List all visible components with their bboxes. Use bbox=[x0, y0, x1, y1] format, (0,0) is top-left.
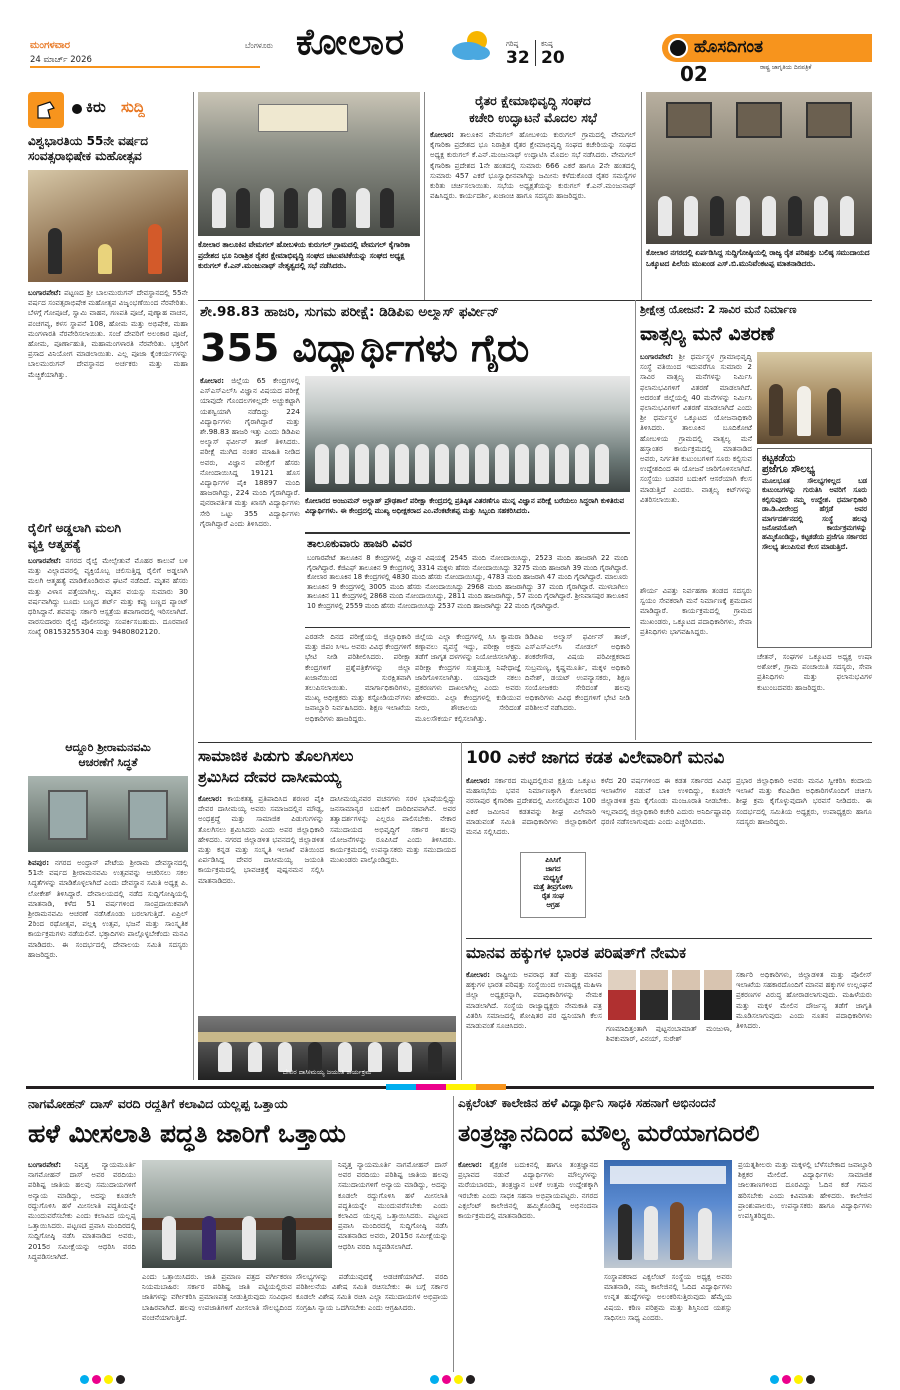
samajika-headline-2: ಶ್ರಮಿಸಿದ ದೇವರ ದಾಸೀಮಯ್ಯ bbox=[198, 768, 342, 786]
main-body-col5: ಡಿಡಿಪಿಐ ಅಲ್ಮಾಸ್ ಫರ್ವೀನ್ ತಾಜ್, ಎಸ್ಎಸ್ಎಲ್‌ಸಿ ನೋಡಲ್ ಅಧಿಕಾರಿ ಶಂಕರೇಗೌಡ, ವಿಷಯ ಪರಿವೀಕ್ಷಕರಾದ ಸುಬ್ರಮಣ್ಯ, ಕೃಷ್ಣಮೂರ್ತಿ, ಮಕ್ಕಳ ಅಧಿಕಾರಿ ದಿನೇಶ್, ಡಯಟ್ ಉಪನ್ಯಾಸಕರು, ಶಿಕ್ಷಣ ಸಂಯೋಜಕರು ಸೇರಿದಂತೆ ಹಲವು ಅಧಿಕಾರಿಗಳು ವಿವಿಧ ಕೇಂದ್ರಗಳಿಗೆ ಭೇಟಿ ನೀಡಿ ಪರಿಶೀಲನೆ ನಡೆಸಿದರು. bbox=[525, 632, 630, 713]
paper-tagline: ರಾಷ್ಟ್ರ ಜಾಗೃತಿಯ ದಿನಪತ್ರಿಕೆ bbox=[760, 64, 812, 71]
adduri-body-text: ನಗರದ ಅಂಧ್ರಾನ್ ಪೇಟೆಯ ಶ್ರೀರಾಮ ದೇವಸ್ಥಾನದಲ್ಲಿ 51ನೇ ವರ್ಷದ ಶ್ರೀರಾಮನವಮಿ ಉತ್ಸವವನ್ನು ಆಚರಿಸಲು ಸಕಲ ಸಿದ್ಧತೆಗಳನ್ನು ಮಾಡಿಕೊಳ್ಳಲಾಗಿದೆ ಎಂದು ದೇವಸ್ಥಾನ ಸಮಿತಿ ಅಧ್ಯಕ್ಷ ಪಿ. ಲೋಕೇಶ್ ತಿಳಿಸಿದ್ದಾರೆ. ದೇವಾಲಯದಲ್ಲಿ ನಡೆದ ಸುದ್ದಿಗೋಷ್ಠಿಯಲ್ಲಿ ಮಾತನಾಡಿ, ಕಳೆದ 51 ವರ್ಷಗಳಿಂದ ಸಾಂಪ್ರದಾಯಿಕವಾಗಿ ಶ್ರೀರಾಮನವಮಿ ಆಚರಣೆ ನಡೆಸಿಕೊಂಡು ಬರಲಾಗುತ್ತಿದೆ. ಏಪ್ರಿಲ್ 2ರಿಂದ ರಥೋತ್ಸವ, ಪಲ್ಲಕ್ಕಿ ಉತ್ಸವ, ಭಜನೆ ಮತ್ತು ಸಾಂಸ್ಕೃತಿಕ ಕಾರ್ಯಕ್ರಮಗಳು ನಡೆಯಲಿವೆ. ಭಕ್ತಾದಿಗಳು ಪಾಲ್ಗೊಳ್ಳಬೇಕೆಂದು ಮನವಿ ಮಾಡಿದರು. ಈ ಸಂದರ್ಭದಲ್ಲಿ ದೇವಾಲಯ ಸಮಿತಿ ಸದಸ್ಯರು ಹಾಜರಿದ್ದರು. bbox=[28, 858, 188, 959]
taluk-box-body: ಬಂಗಾರಪೇಟೆ ತಾಲೂಕಿನ 8 ಕೇಂದ್ರಗಳಲ್ಲಿ ವಿಜ್ಞಾನ ವಿಷಯಕ್ಕೆ 2545 ಮಂದಿ ನೋಂದಾಯಿಸಿದ್ದು, 2523 ಮಂದಿ ಹಾಜರಾಗಿ 22 ಮಂದಿ ಗೈರಾಗಿದ್ದಾರೆ. ಕೆಜಿಎಫ್ ತಾಲೂಕಿನ 9 ಕೇಂದ್ರಗಳಲ್ಲಿ 3314 ಮಕ್ಕಳು ಹೆಸರು ನೋಂದಾಯಿಸಿದ್ದು 3275 ಮಂದಿ ಹಾಜರಾಗಿ 39 ಮಂದಿ ಗೈರಾಗಿದ್ದಾರೆ. ಕೋಲಾರ ತಾಲೂಕಿನ 18 ಕೇಂದ್ರಗಳಲ್ಲಿ 4830 ಮಂದಿ ಹೆಸರು ನೋಂದಾಯಿಸಿದ್ದು, 4783 ಮಂದಿ ಹಾಜರಾಗಿ 47 ಮಂದಿ ಗೈರಾಗಿದ್ದಾರೆ. ಮಾಲೂರು ತಾಲೂಕಿನ 9 ಕೇಂದ್ರಗಳಲ್ಲಿ 3005 ಮಂದಿ ಹೆಸರು ನೋಂದಾಯಿಸಿದ್ದು 2968 ಮಂದಿ ಹಾಜರಾಗಿದ್ದು 37 ಮಂದಿ ಗೈರಾಗಿದ್ದಾರೆ. ಮುಳಬಾಗಿಲು ತಾಲೂಕಿನ 11 ಕೇಂದ್ರಗಳಲ್ಲಿ 2868 ಮಂದಿ ನೋಂದಾಯಿಸಿದ್ದು, 2811 ಮಂದಿ ಹಾಜರಾಗಿದ್ದು, 57 ಮಂದಿ ಗೈರಾಗಿದ್ದಾರೆ. ಶ್ರೀನಿವಾಸಪುರ ತಾಲೂಕಿನ 10 ಕೇಂದ್ರಗಳಲ್ಲಿ 2559 ಮಂದಿ ಹೆಸರು ನೋಂದಾಯಿಸಿದ್ದು 2537 ಮಂದಿ ಹಾಜರಾಗಿದ್ದು 22 ಮಂದಿ ಗೈರಾಗಿದ್ದಾರೆ. bbox=[307, 554, 628, 610]
excellent-body-3: ಪ್ರಯತ್ನಶೀಲರು ಮತ್ತು ಮಕ್ಕಳಲ್ಲಿ ಬೆಳೆಸಬೇಕಾದ ಜವಾಬ್ದಾರಿ ಶಿಕ್ಷಕರ ಮೇಲಿದೆ. ವಿದ್ಯಾರ್ಥಿಗಳು ಸಾಮಾಜಿಕ ಜಾಲತಾಣಗಳಿಂದ ದೂರವಿದ್ದು ಓದಿನ ಕಡೆ ಗಮನ ಹರಿಸಬೇಕು ಎಂದು ಕಿವಿಮಾತು ಹೇಳಿದರು. ಕಾಲೇಜಿನ ಪ್ರಾಂಶುಪಾಲರು, ಉಪನ್ಯಾಸಕರು ಹಾಗೂ ವಿದ್ಯಾರ್ಥಿಗಳು ಉಪಸ್ಥಿತರಿದ್ದರು. bbox=[738, 1160, 872, 1221]
manava-body-1 bbox=[466, 970, 602, 1078]
ekare-body-1-text: ಸರ್ಕಾರದ ಮಟ್ಟದಲ್ಲಿರುವ ಕ್ಷತ್ರಿಯ ಒಕ್ಕೂಟ ಮಹಾಸಭೆಯ ಭವನ ನಿರ್ಮಾಣಕ್ಕಾಗಿ ಕೋಲಾರದ ನರಸಾಪುರ ಕೈಗಾರಿಕಾ ಪ್ರದೇಶದಲ್ಲಿ ಮೀಸಲಿಟ್ಟಿರುವ 100 ಎಕರೆ ಜಮೀನಿನ ಕಡತವನ್ನು ಶೀಘ್ರ ವಿಲೇವಾರಿ ಮಾಡುವಂತೆ ಸಮಿತಿ ಪದಾಧಿಕಾರಿಗಳು ಜಿಲ್ಲಾಧಿಕಾರಿಗೆ ಮನವಿ ಸಲ್ಲಿಸಿದರು. bbox=[466, 776, 596, 837]
excellent-body-2: ಸಂಸ್ಥಾಪಕರಾದ ಎಕ್ಸಲೆಂಟ್ ಸಂಸ್ಥೆಯ ಅಧ್ಯಕ್ಷ ಅವರು ಮಾತನಾಡಿ, ನಮ್ಮ ಕಾಲೇಜಿನಲ್ಲಿ ಓದಿದ ವಿದ್ಯಾರ್ಥಿಗಳು ಉನ್ನತ ಹುದ್ದೆಗಳನ್ನು ಅಲಂಕರಿಸುತ್ತಿರುವುದು ಹೆಮ್ಮೆಯ ವಿಷಯ. ಕಠಿಣ ಪರಿಶ್ರಮ ಮತ್ತು ಶಿಸ್ತಿನಿಂದ ಯಶಸ್ಸು ಸಾಧಿಸಲು ಸಾಧ್ಯ ಎಂದರು. bbox=[604, 1272, 732, 1322]
ekare-rule bbox=[466, 938, 872, 939]
temp-min-value: 20 bbox=[541, 48, 565, 68]
ekare-body-2: ಕಳೆದ 20 ವರ್ಷಗಳಿಂದ ಈ ಕಡತ ಸರ್ಕಾರದ ವಿವಿಧ ಇಲಾಖೆಗಳ ನಡುವೆ ಬಾಕಿ ಉಳಿದಿದ್ದು, ಕೂಡಲೇ ಜಿಲ್ಲಾಡಳಿತ ಕ್ರಮ ಕೈಗೊಂಡು ಮಂಜೂರಾತಿ ನೀಡಬೇಕು. ಇಲ್ಲವಾದಲ್ಲಿ ಜಿಲ್ಲಾಧಿಕಾರಿ ಕಚೇರಿ ಎದುರು ಅನಿರ್ದಿಷ್ಟಾವಧಿ ಧರಣಿ ನಡೆಸಲಾಗುವುದು ಎಂದು ಎಚ್ಚರಿಸಿದರು. bbox=[601, 776, 731, 826]
portrait-3 bbox=[672, 970, 700, 1020]
hale-body-1 bbox=[28, 1160, 136, 1370]
samajika-rule bbox=[461, 742, 462, 1080]
ekare-quote-5: ರೈತ ಸಂಘ bbox=[541, 892, 565, 900]
registration-marks bbox=[0, 1374, 900, 1386]
kiru-headline-2: ಸಂವತ್ಸರಾಭಿಷೇಕ ಮಹೋತ್ಸವ bbox=[28, 149, 142, 163]
paper-logo-box bbox=[662, 34, 872, 62]
main-body-1: ಜಿಲ್ಲೆಯ 65 ಕೇಂದ್ರಗಳಲ್ಲಿ ಎಸ್ಎಸ್ಎಲ್‌ಸಿ ವಿಜ್ಞಾನ ವಿಷಯದ ಪರೀಕ್ಷೆ ಯಾವುದೇ ಗೊಂದಲಗಳಿಲ್ಲದೇ ಅಚ್ಚುಕಟ್ಟಾಗಿ ಯಶಸ್ವಿಯಾಗಿ ನಡೆದಿದ್ದು 224 ವಿದ್ಯಾರ್ಥಿಗಳು ಗೈರಾಗಿದ್ದಾರೆ ಮತ್ತು ಶೇ.98.83 ಹಾಜರಿ ಇತ್ತು ಎಂದು ಡಿಡಿಪಿಐ ಅಲ್ಮಾಸ್ ಫರ್ವೀನ್ ತಾಜ್ ತಿಳಿಸಿದರು. ಪರೀಕ್ಷೆ ಮುಗಿದ ನಂತರ ಮಾಹಿತಿ ನೀಡಿದ ಅವರು, ವಿಜ್ಞಾನ ಪರೀಕ್ಷೆಗೆ ಹೆಸರು ನೋಂದಾಯಿಸಿದ್ದ 19121 ಹೊಸ ವಿದ್ಯಾರ್ಥಿಗಳ ಪೈಕಿ 18897 ಮಂದಿ ಹಾಜರಾಗಿದ್ದು, 224 ಮಂದಿ ಗೈರಾಗಿದ್ದಾರೆ. ಪುನರಾವರ್ತಿತ ಮತ್ತು ಖಾಸಗಿ ವಿದ್ಯಾರ್ಥಿಗಳು ಸೇರಿ ಒಟ್ಟು 355 ವಿದ್ಯಾರ್ಥಿಗಳು ಗೈರಾಗಿದ್ದಾರೆ ಎಂದು ತಿಳಿಸಿದರು. bbox=[200, 376, 300, 528]
ekare-quote-4: ಮತ್ತೆ ತೀವ್ರಗೊಳಿಸಿ bbox=[533, 883, 573, 891]
rail-headline-1: ರೈಲಿಗೆ ಅಡ್ಡಲಾಗಿ ಮಲಗಿ bbox=[28, 521, 122, 535]
main-body-col2 bbox=[200, 488, 300, 738]
rail-dateline: ಬಂಗಾರಪೇಟೆ: bbox=[28, 556, 62, 565]
kiru-label: ಕಿರು bbox=[86, 98, 106, 116]
vatsalya-kicker: ಶ್ರೀಕ್ಷೇತ್ರ ಯೋಜನೆ: 2 ಸಾವಿರ ಮನೆ ನಿರ್ಮಾಣ bbox=[640, 304, 797, 316]
main-kicker: ಶೇ.98.83 ಹಾಜರಿ, ಸುಗಮ ಪರೀಕ್ಷೆ: ಡಿಡಿಪಿಐ ಅಲ್ಮಾಸ್ ಫರ್ವೀನ್ bbox=[200, 304, 499, 320]
vatsalya-body-1-text: ಶ್ರೀ ಧರ್ಮಸ್ಥಳ ಗ್ರಾಮಾಭಿವೃದ್ಧಿ ಸಂಸ್ಥೆ ವತಿಯಿಂದ ಇದುವರೆಗೂ ಸುಮಾರು 2 ಸಾವಿರ ವಾತ್ಸಲ್ಯ ಮನೆಗಳನ್ನು ನಿರ್ಮಿಸಿ ಫಲಾನುಭವಿಗಳಿಗೆ ವಿತರಣೆ ಮಾಡಲಾಗಿದೆ. ಅದರಂತೆ ಜಿಲ್ಲೆಯಲ್ಲಿ 40 ಮನೆಗಳನ್ನು ನಿರ್ಮಿಸಿ ಫಲಾನುಭವಿಗಳಿಗೆ ವಿತರಣೆ ಮಾಡಲಾಗಿದೆ ಎಂದು ಶ್ರೀ ಧರ್ಮಸ್ಥಳ ಒಕ್ಕೂಟದ ಯೋಜನಾಧಿಕಾರಿ ತಿಳಿಸಿದರು. bbox=[640, 352, 752, 433]
ekare-quote-1: ಪಿಸಿಸಿಗೆ bbox=[545, 856, 561, 864]
vatsalya-sidebox bbox=[757, 448, 872, 648]
color-band bbox=[0, 1084, 900, 1090]
ekare-quote-box bbox=[520, 852, 586, 918]
vatsalya-headline: ವಾತ್ಸಲ್ಯ ಮನೆ ವಿತರಣೆ bbox=[640, 323, 775, 345]
kiru-body bbox=[28, 288, 188, 512]
rail-headline-2: ವ್ಯಕ್ತಿ ಆತ್ಮಹತ್ಯೆ bbox=[28, 537, 81, 551]
temp-divider bbox=[535, 40, 536, 66]
raitara-body-text: ತಾಲೂಕಿನ ವೇಮಗಲ್ ಹೋಬಳಿಯ ಕುರುಗಲ್ ಗ್ರಾಮದಲ್ಲಿ ವೇಮಗಲ್ ಕೈಗಾರಿಕಾ ಪ್ರದೇಶದ ಭೂ ನಿರಾಶ್ರಿತ ರೈತರ ಕ್ಷೇಮಾಭಿವೃದ್ಧಿ ಸಂಘದ ಕಚೇರಿಯನ್ನು ಸಂಘದ ಅಧ್ಯಕ್ಷ ಕುರುಗಲ್ ಕೆ.ಎನ್.ಮಂಜುನಾಥ್ ಉದ್ಘಾಟಿಸಿ ಮೊದಲ ಸಭೆ ನಡೆಸಿದರು. ವೇಮಗಲ್ ಕೈಗಾರಿಕಾ ಪ್ರದೇಶದ 1ನೇ ಹಂತದಲ್ಲಿ ಸುಮಾರು 666 ಎಕರೆ ಹಾಗೂ 2ನೇ ಹಂತದಲ್ಲಿ ಸುಮಾರು 457 ಎಕರೆ ಭೂಸ್ವಾಧೀನವಾಗಿದ್ದು ಜಮೀನು ಕಳೆದುಕೊಂಡ ರೈತರ ಸಮಸ್ಯೆಗಳ ಕುರಿತು ಚರ್ಚಿಸಲಾಯಿತು. ಸಭೆಯ ಅಧ್ಯಕ್ಷತೆಯನ್ನು ಕುರುಗಲ್ ಕೆ.ಎನ್.ಮಂಜುನಾಥ್ ವಹಿಸಿದ್ದರು. ಕಾರ್ಯದರ್ಶಿ, ಖಜಾಂಚಿ ಹಾಗೂ ಸದಸ್ಯರು ಹಾಜರಿದ್ದರು. bbox=[430, 130, 636, 201]
vatsalya-body-2-text: ತಾಲೂಕಿನ ಬೂದಿಕೋಟೆ ಹೋಬಳಿಯ ಗ್ರಾಮದಲ್ಲಿ ವಾತ್ಸಲ್ಯ ಮನೆ ಹಸ್ತಾಂತರ ಕಾರ್ಯಕ್ರಮದಲ್ಲಿ ಮಾತನಾಡಿದ ಅವರು, ನಿರ್ಗತಿಕ ಕುಟುಂಬಗಳಿಗೆ ಸೂರು ಕಲ್ಪಿಸುವ ಉದ್ದೇಶದಿಂದ ಈ ಯೋಜನೆ ಜಾರಿಗೊಳಿಸಲಾಗಿದೆ. ಸಂಸ್ಥೆಯು ಬಡವರ ಬದುಕಿಗೆ ಆಸರೆಯಾಗಿ ಕೆಲಸ ಮಾಡುತ್ತಿದೆ ಎಂದರು. ವಾತ್ಸಲ್ಯ ಕಿಟ್‌ಗಳನ್ನು ವಿತರಿಸಲಾಯಿತು. bbox=[640, 423, 752, 504]
manava-photo-caption: ಗಣಮಾದಿತ್ತಂತಾಗಿ ಪುಟ್ಟನಂಬಾಮಾತ್ ಮಂಜುಳಾ, ಶಿವಕುಮಾರ್, ವಿನಯ್, ಸುರೇಶ್ bbox=[606, 1024, 732, 1044]
hale-body-1-text: ನಿವೃತ್ತ ನ್ಯಾಯಮೂರ್ತಿ ನಾಗಮೋಹನ್ ದಾಸ್ ಅವರ ವರದಿಯು ಪರಿಶಿಷ್ಟ ಜಾತಿಯ ಹಲವು ಸಮುದಾಯಗಳಿಗೆ ಅನ್ಯಾಯ ಮಾಡಿದ್ದು, ಅದನ್ನು ಕೂಡಲೇ ರದ್ದುಗೊಳಿಸಿ ಹಳೆ ಮೀಸಲಾತಿ ಪದ್ಧತಿಯನ್ನೇ ಮುಂದುವರೆಸಬೇಕು ಎಂದು ಕಲಾವಿದ ಯಲ್ಲಪ್ಪ ಒತ್ತಾಯಿಸಿದರು. ಪಟ್ಟಣದ ಪ್ರವಾಸಿ ಮಂದಿರದಲ್ಲಿ ಸುದ್ದಿಗೋಷ್ಠಿ ನಡೆಸಿ ಮಾತನಾಡಿದ ಅವರು, 2015ರ ಸಮೀಕ್ಷೆಯನ್ನು ಆಧರಿಸಿ ವರದಿ ಸಿದ್ಧಪಡಿಸಲಾಗಿದೆ. bbox=[28, 1160, 136, 1261]
top-photo-3-caption: ಕೋಲಾರ ನಗರದಲ್ಲಿ ಏರ್ಪಡಿಸಿದ್ದ ಸುದ್ದಿಗೋಷ್ಠಿಯಲ್ಲಿ ರಾಜ್ಯ ರೈತ ಪರಿಷತ್ತು ಬಲಿಷ್ಠ ಸಮುದಾಯದ ಒಕ್ಕೂಟದ ಪಿಲೆಯ ಮುಖಂಡ ಎಸ್.ಬಿ.ಮುನಿವೆಂಕಟಪ್ಪ ಮಾತನಾಡಿದರು. bbox=[646, 248, 870, 268]
kiru-headline-1: ವಿಶ್ವಭಾರತಿಯ 55ನೇ ವರ್ಷದ bbox=[28, 134, 148, 148]
bullet-dot-icon bbox=[72, 104, 82, 114]
top-row-rule bbox=[198, 300, 872, 301]
temp-max-label: ಗರಿಷ್ಠ bbox=[506, 40, 519, 48]
paper-name: ಹೊಸದಿಗಂತ bbox=[694, 37, 764, 57]
vatsalya-body-2: ಶೌರ್ಯ ವಿಪತ್ತು ನಿರ್ವಹಣಾ ತಂಡದ ಸದಸ್ಯರು ಸ್ವಯಂ ಸೇವಕರಾಗಿ ಮನೆ ನಿರ್ಮಾಣಕ್ಕೆ ಶ್ರಮದಾನ ಮಾಡಿದ್ದಾರೆ. ಕಾರ್ಯಕ್ರಮದಲ್ಲಿ ಗ್ರಾಮದ ಮುಖಂಡರು, ಒಕ್ಕೂಟದ ಪದಾಧಿಕಾರಿಗಳು, ಸೇವಾ ಪ್ರತಿನಿಧಿಗಳು ಭಾಗವಹಿಸಿದ್ದರು. bbox=[640, 586, 752, 636]
manava-photo-strip bbox=[606, 970, 732, 1022]
kiru-dateline: ಬಂಗಾರಪೇಟೆ: bbox=[28, 288, 62, 297]
vatsalya-box-body: ಮೂಲಭೂತ ಸೌಲಭ್ಯಗಳಿಲ್ಲದ ಬಡ ಕುಟುಂಬಗಳನ್ನು ಗುರುತಿಸಿ ಅವರಿಗೆ ಸೂರು ಕಲ್ಪಿಸುವುದು ನಮ್ಮ ಉದ್ದೇಶ. ಧರ್ಮಾಧಿಕಾರಿ ಡಾ.ಡಿ.ವೀರೇಂದ್ರ ಹೆಗ್ಗಡೆ ಅವರ ಮಾರ್ಗದರ್ಶನದಲ್ಲಿ ಸಂಸ್ಥೆ ಹಲವು ಜನೋಪಯೋಗಿ ಕಾರ್ಯಕ್ರಮಗಳನ್ನು ಹಮ್ಮಿಕೊಂಡಿದ್ದು, ಕಟ್ಟಕಡೆಯ ಪ್ರಜೆಗೂ ಸರ್ಕಾರದ ಸೌಲಭ್ಯ ತಲುಪಿಸುವ ಕೆಲಸ ಮಾಡುತ್ತಿದೆ. bbox=[762, 477, 867, 551]
weather-icon bbox=[450, 28, 494, 62]
vatsalya-dateline: ಬಂಗಾರಪೇಟೆ: bbox=[640, 352, 674, 361]
left-column-rule bbox=[193, 92, 194, 1080]
temp-max-value: 32 bbox=[506, 48, 530, 68]
hale-body-3: ಸೌಲಭ್ಯಗಳನ್ನು ಪಡೆಯುವುದಕ್ಕೆ ಅಡಚಣೆಯಾಗಿದೆ. ವರದಿ ಪರಿಶೀಲನೆಯ ವಿಶೇಷ ಸಮಿತಿ ರಚಿಸಬೇಕು: ಈ ಬಗ್ಗೆ ಸರ್ಕಾರ ಕೂಡಲೇ ವಿಶೇಷ ಸಮಿತಿ ರಚಿಸಿ ಎಲ್ಲಾ ಸಮುದಾಯಗಳ ಅಭಿಪ್ರಾಯ ಸಂಗ್ರಹಿಸಿ ನ್ಯಾಯ ಒದಗಿಸಬೇಕು ಎಂದು ಆಗ್ರಹಿಸಿದರು. bbox=[296, 1272, 448, 1312]
ekare-quote-3: ಮಧ್ಯಸ್ಥಿಕೆ bbox=[543, 874, 563, 882]
main-right-rule bbox=[635, 300, 636, 740]
raitara-headline-2: ಕಚೇರಿ ಉದ್ಘಾಟನೆ ಮೊದಲ ಸಭೆ bbox=[469, 110, 597, 125]
samajika-story bbox=[198, 746, 456, 788]
hale-photo bbox=[142, 1160, 332, 1268]
orange-date-bar bbox=[30, 66, 260, 68]
kiru-story bbox=[28, 134, 188, 164]
vatsalya-body-1 bbox=[640, 352, 752, 582]
date-label: 24 ಮಾರ್ಚ್ 2026 bbox=[30, 55, 92, 65]
samajika-photo-caption: ದೇವರ ದಾಸೀಮಯ್ಯ ಜಯಂತಿ ಕಾರ್ಯಕ್ರಮ bbox=[282, 1068, 372, 1076]
edition-title: ಕೋಲಾರ bbox=[296, 22, 406, 63]
adduri-dateline: ಶಿವಪುರ: bbox=[28, 858, 50, 867]
samajika-headline-1: ಸಾಮಾಜಿಕ ಪಿಡುಗು ತೊಲಗಿಸಲು bbox=[198, 747, 354, 765]
samajika-body-2: ದಾಸೀಮಯ್ಯನವರ ವಚನಗಳು ಸರಳ ಭಾಷೆಯಲ್ಲಿದ್ದು ಜನಸಾಮಾನ್ಯರ ಬದುಕಿಗೆ ದಾರಿದೀಪವಾಗಿವೆ. ಅವರ ತತ್ವಾದರ್ಶಗಳನ್ನು ಎಲ್ಲರೂ ಪಾಲಿಸಬೇಕು. ನೇಕಾರ ಸಮುದಾಯದ ಅಭಿವೃದ್ಧಿಗೆ ಸರ್ಕಾರ ಹಲವು ಯೋಜನೆಗಳನ್ನು ರೂಪಿಸಿದೆ ಎಂದು ತಿಳಿಸಿದರು. ಕಾರ್ಯಕ್ರಮದಲ್ಲಿ ಉಪನ್ಯಾಸಕರು ಮತ್ತು ಸಮುದಾಯದ ಮುಖಂಡರು ಪಾಲ್ಗೊಂಡಿದ್ದರು. bbox=[330, 794, 456, 865]
samajika-body-1-text: ಕಾಯಕತತ್ವ ಪ್ರತಿಪಾದಿಸಿದ ಶರಣರ ಪೈಕಿ ದೇವರ ದಾಸೀಮಯ್ಯ ಅವರು ಸಮಾಜದಲ್ಲಿನ ಮೌಢ್ಯ, ಅಂಧಶ್ರದ್ಧೆ ಮತ್ತು ಸಾಮಾಜಿಕ ಪಿಡುಗುಗಳನ್ನು ತೊಲಗಿಸಲು ಶ್ರಮಿಸಿದರು ಎಂದು ಅಪರ ಜಿಲ್ಲಾಧಿಕಾರಿ ಹೇಳಿದರು. ನಗರದ ಜಿಲ್ಲಾಡಳಿತ ಭವನದಲ್ಲಿ ಜಿಲ್ಲಾಡಳಿತ ಮತ್ತು ಕನ್ನಡ ಮತ್ತು ಸಂಸ್ಕೃತಿ ಇಲಾಖೆ ವತಿಯಿಂದ ಏರ್ಪಡಿಸಿದ್ದ ದೇವರ ದಾಸೀಮಯ್ಯ ಜಯಂತಿ ಕಾರ್ಯಕ್ರಮದಲ್ಲಿ ಭಾವಚಿತ್ರಕ್ಕೆ ಪುಷ್ಪನಮನ ಸಲ್ಲಿಸಿ ಮಾತನಾಡಿದರು. bbox=[198, 794, 324, 885]
raitara-story bbox=[430, 92, 636, 126]
adduri-headline-2: ಆಚರಣೆಗೆ ಸಿದ್ಧತೆ bbox=[78, 756, 138, 769]
manava-headline: ಮಾನವ ಹಕ್ಕುಗಳ ಭಾರತ ಪರಿಷತ್‌ಗೆ ನೇಮಕ bbox=[466, 944, 687, 962]
main-photo bbox=[305, 376, 630, 492]
portrait-4 bbox=[704, 970, 732, 1020]
masthead bbox=[0, 0, 900, 84]
main-body-col4: ಜಿಲ್ಲೆಯ ಎಲ್ಲಾ ಕೇಂದ್ರಗಳಲ್ಲಿ ಸಿಸಿ ಕ್ಯಾಮರಾ ಕಣ್ಗಾವಲು ವ್ಯವಸ್ಥೆ ಇದ್ದು, ಪರೀಕ್ಷಾ ಅಕ್ರಮ ತಡೆಗೆ ಜಾಗೃತ ದಳಗಳನ್ನು ನಿಯೋಜಿಸಲಾಗಿತ್ತು. ಪರೀಕ್ಷಾ ಕೇಂದ್ರಗಳ ಸುತ್ತಮುತ್ತ ನಿಷೇಧಾಜ್ಞೆ ಜಾರಿಗೊಳಿಸಲಾಗಿತ್ತು. ಯಾವುದೇ ನಕಲು ಪ್ರಕರಣಗಳು ದಾಖಲಾಗಿಲ್ಲ ಎಂದು ಅವರು ಹೇಳಿದರು. ಎಲ್ಲಾ ಕೇಂದ್ರಗಳಲ್ಲಿ ಕುಡಿಯುವ ನೀರು, ಶೌಚಾಲಯ ಸೇರಿದಂತೆ ಮೂಲಸೌಕರ್ಯ ಕಲ್ಪಿಸಲಾಗಿತ್ತು. bbox=[415, 632, 521, 723]
hale-body-4: ನಿವೃತ್ತ ನ್ಯಾಯಮೂರ್ತಿ ನಾಗಮೋಹನ್ ದಾಸ್ ಅವರ ವರದಿಯು ಪರಿಶಿಷ್ಟ ಜಾತಿಯ ಹಲವು ಸಮುದಾಯಗಳಿಗೆ ಅನ್ಯಾಯ ಮಾಡಿದ್ದು, ಅದನ್ನು ಕೂಡಲೇ ರದ್ದುಗೊಳಿಸಿ ಹಳೆ ಮೀಸಲಾತಿ ಪದ್ಧತಿಯನ್ನೇ ಮುಂದುವರೆಸಬೇಕು ಎಂದು ಕಲಾವಿದ ಯಲ್ಲಪ್ಪ ಒತ್ತಾಯಿಸಿದರು. ಪಟ್ಟಣದ ಪ್ರವಾಸಿ ಮಂದಿರದಲ್ಲಿ ಸುದ್ದಿಗೋಷ್ಠಿ ನಡೆಸಿ ಮಾತನಾಡಿದ ಅವರು, 2015ರ ಸಮೀಕ್ಷೆಯನ್ನು ಆಧರಿಸಿ ವರದಿ ಸಿದ್ಧಪಡಿಸಲಾಗಿದೆ. bbox=[338, 1160, 448, 1251]
main-body-col3: ಎರಡನೇ ದಿನದ ಪರೀಕ್ಷೆಯಲ್ಲಿ ಜಿಲ್ಲಾಧಿಕಾರಿ ಮತ್ತು ಜಿಪಂ ಸಿಇಒ ಅವರು ವಿವಿಧ ಕೇಂದ್ರಗಳಿಗೆ ಭೇಟಿ ನೀಡಿ ಪರಿಶೀಲಿಸಿದರು. ಪರೀಕ್ಷಾ ಕೇಂದ್ರಗಳಿಗೆ ಪ್ರಶ್ನೆಪತ್ರಿಕೆಗಳನ್ನು ಜಿಲ್ಲಾ ಖಜಾನೆಯಿಂದ ಸುರಕ್ಷಿತವಾಗಿ ತಲುಪಿಸಲಾಯಿತು. ಮಾರ್ಗಾಧಿಕಾರಿಗಳು, ಮುಖ್ಯ ಅಧೀಕ್ಷಕರು ಮತ್ತು ಕಸ್ಟೋಡಿಯನ್‌ಗಳು ಜವಾಬ್ದಾರಿ ನಿರ್ವಹಿಸಿದರು. ಶಿಕ್ಷಣ ಇಲಾಖೆಯ ಅಧಿಕಾರಿಗಳು ಹಾಜರಿದ್ದರು. bbox=[305, 632, 411, 723]
vatsalya-photo bbox=[757, 352, 872, 444]
vatsalya-box-headline-2: ಪ್ರಜೆಗೂ ಸೌಲಭ್ಯ bbox=[762, 464, 815, 475]
excellent-dateline: ಕೋಲಾರ: bbox=[458, 1160, 483, 1169]
manava-dateline: ಕೋಲಾರ: bbox=[466, 970, 491, 979]
top-rule-2 bbox=[641, 92, 642, 300]
top-photo-3 bbox=[646, 92, 872, 244]
excellent-body-1-text: ಶೈಕ್ಷಣಿಕ ಬದುಕಿನಲ್ಲಿ ಹಾಗೂ ತಂತ್ರಜ್ಞಾನದ ಪ್ರಭಾವದ ನಡುವೆ ವಿದ್ಯಾರ್ಥಿಗಳು ಮೌಲ್ಯಗಳನ್ನು ಮರೆಯಬಾರದು, ತಂತ್ರಜ್ಞಾನ ಬಳಕೆ ಉತ್ತಮ ಉದ್ದೇಶಕ್ಕಾಗಿ ಇರಬೇಕು ಎಂದು ಸಾಧಕಿ ಸಹನಾ ಅಭಿಪ್ರಾಯಪಟ್ಟರು. ನಗರದ ಎಕ್ಸಲೆಂಟ್ ಕಾಲೇಜಿನಲ್ಲಿ ಹಮ್ಮಿಕೊಂಡಿದ್ದ ಅಭಿನಂದನಾ ಕಾರ್ಯಕ್ರಮದಲ್ಲಿ ಮಾತನಾಡಿದರು. bbox=[458, 1160, 598, 1221]
vatsalya-tail: ಚೇತನ್, ಸಂಘಗಳ ಒಕ್ಕೂಟದ ಅಧ್ಯಕ್ಷ ಉಷಾ ಅಶೋಕ್, ಗ್ರಾಮ ಪಂಚಾಯಿತಿ ಸದಸ್ಯರು, ಸೇವಾ ಪ್ರತಿನಿಧಿಗಳು ಮತ್ತು ಫಲಾನುಭವಿಗಳ ಕುಟುಂಬದವರು ಹಾಜರಿದ್ದರು. bbox=[757, 652, 872, 692]
rail-body bbox=[28, 556, 188, 732]
ekare-quote-2: ಜಾಗದ bbox=[545, 865, 561, 873]
raitara-headline-1: ರೈತರ ಕ್ಷೇಮಾಭಿವೃದ್ಧಿ ಸಂಘದ bbox=[475, 93, 591, 108]
ekare-headline: 100 ಎಕರೆ ಜಾಗದ ಕಡತ ವಿಲೇವಾರಿಗೆ ಮನವಿ bbox=[466, 748, 725, 768]
adduri-story bbox=[28, 740, 188, 770]
edition-city: ಬೆಂಗಳೂರು bbox=[245, 41, 274, 50]
kiru-photo bbox=[28, 170, 188, 282]
ekare-body-3: ಪ್ರಭಾರ ಜಿಲ್ಲಾಧಿಕಾರಿ ಅವರು ಮನವಿ ಸ್ವೀಕರಿಸಿ ಕಂದಾಯ ಇಲಾಖೆ ಮತ್ತು ಕೆಐಎಡಿಬಿ ಅಧಿಕಾರಿಗಳೊಂದಿಗೆ ಚರ್ಚಿಸಿ ಶೀಘ್ರ ಕ್ರಮ ಕೈಗೊಳ್ಳುವುದಾಗಿ ಭರವಸೆ ನೀಡಿದರು. ಈ ಸಂದರ್ಭದಲ್ಲಿ ಸಮಿತಿಯ ಅಧ್ಯಕ್ಷರು, ಉಪಾಧ್ಯಕ್ಷರು ಹಾಗೂ ಸದಸ್ಯರು ಹಾಜರಿದ್ದರು. bbox=[736, 776, 872, 826]
excellent-photo bbox=[604, 1160, 732, 1268]
manava-body-1-text: ರಾಷ್ಟ್ರೀಯ ಅಪರಾಧ ತಡೆ ಮತ್ತು ಮಾನವ ಹಕ್ಕುಗಳ ಭಾರತ ಪರಿಷತ್ತು ಸಂಸ್ಥೆಯಿಂದ ಉಪಾಧ್ಯಕ್ಷ ಮಹಿಳಾ ಜಿಲ್ಲಾ ಅಧ್ಯಕ್ಷರನ್ನಾಗಿ, ಪದಾಧಿಕಾರಿಗಳನ್ನು ನೇಮಕ ಮಾಡಲಾಗಿದೆ. ಸಂಸ್ಥೆಯ ರಾಜ್ಯಾಧ್ಯಕ್ಷರು ನೇಮಕಾತಿ ಪತ್ರ ವಿತರಿಸಿ ಸಮಾಜದಲ್ಲಿ ಶೋಷಿತರ ಪರ ಧ್ವನಿಯಾಗಿ ಕೆಲಸ ಮಾಡುವಂತೆ ಸೂಚಿಸಿದರು. bbox=[466, 970, 602, 1031]
adduri-headline-1: ಆದ್ದೂರಿ ಶ್ರೀರಾಮನವಮಿ bbox=[65, 741, 151, 754]
excellent-kicker: ಎಕ್ಸಲೆಂಟ್ ಕಾಲೇಜಿನ ಹಳೆ ವಿದ್ಯಾರ್ಥಿನಿ ಸಾಧಕಿ ಸಹನಾಗೆ ಅಭಿನಂದನೆ bbox=[458, 1096, 716, 1110]
temp-min-label: ಕನಿಷ್ಠ bbox=[541, 40, 553, 48]
samajika-body-1 bbox=[198, 794, 324, 1012]
rail-story bbox=[28, 520, 188, 552]
raitara-body bbox=[430, 130, 636, 298]
kiru-suddi-badge bbox=[28, 92, 168, 128]
excellent-body-1 bbox=[458, 1160, 598, 1370]
excellent-headline: ತಂತ್ರಜ್ಞಾನದಿಂದ ಮೌಲ್ಯ ಮರೆಯಾಗದಿರಲಿ bbox=[458, 1121, 760, 1147]
hand-icon bbox=[28, 92, 64, 128]
paper-logo-icon bbox=[668, 38, 688, 58]
hale-kicker: ನಾಗಮೋಹನ್ ದಾಸ್ ವರದಿ ರದ್ದತಿಗೆ ಕಲಾವಿದ ಯಲ್ಲಪ್ಪ ಒತ್ತಾಯ bbox=[28, 1096, 288, 1111]
main-headline: 355 ವಿದ್ಯಾರ್ಥಿಗಳು ಗೈರು bbox=[200, 326, 530, 370]
hale-headline: ಹಳೆ ಮೀಸಲಾತಿ ಪದ್ಧತಿ ಜಾರಿಗೆ ಒತ್ತಾಯ bbox=[28, 1119, 346, 1148]
raitara-dateline: ಕೋಲಾರ: bbox=[430, 130, 455, 139]
page-number: 02 bbox=[680, 62, 708, 86]
vatsalya-box-headline-1: ಕಟ್ಟಕಡೆಯ bbox=[762, 453, 796, 464]
hale-body-2: ಎಂದು ಒತ್ತಾಯಿಸಿದರು. ಜಾತಿ ಪ್ರಮಾಣ ಪತ್ರದ ವರ್ಗೀಕರಣ ನಿಯಮಬಾಹಿರ: ಸರ್ಕಾರ ಪರಿಶಿಷ್ಟ ಜಾತಿ ಪಟ್ಟಿಯಲ್ಲಿರುವ ಜಾತಿಗಳನ್ನು ವರ್ಗೀಕರಿಸಿ ಪ್ರಮಾಣಪತ್ರ ನೀಡುತ್ತಿರುವುದು ಸಂವಿಧಾನ ಬಾಹಿರವಾಗಿದೆ. ಹಲವು ಉಪಜಾತಿಗಳಿಗೆ ಮೀಸಲಾತಿ ಸೌಲಭ್ಯದಿಂದ ವಂಚನೆಯಾಗುತ್ತಿದೆ. bbox=[142, 1272, 292, 1322]
adduri-photo bbox=[28, 776, 188, 852]
bottom-rule bbox=[453, 1096, 454, 1372]
main-photo-caption: ಕೋಲಾರದ ಅಂಜುಮನ್ ಅಲ್ಲಾಹ್ ಪ್ರೌಢಶಾಲೆ ಪರೀಕ್ಷಾ ಕೇಂದ್ರದಲ್ಲಿ ಪ್ರತಿಷ್ಠಿತ ವಿತರಣೆಗೂ ಮುನ್ನ ವಿಜ್ಞಾನ ಪರೀಕ್ಷೆ ಬರೆಯಲು ಸಿದ್ಧರಾಗಿ ಕುಳಿತಿರುವ ವಿದ್ಯಾರ್ಥಿಗಳು. ಈ ಕೇಂದ್ರದಲ್ಲಿ ಮುಖ್ಯ ಅಧೀಕ್ಷಕರಾದ ಎಂ.ವೆಂಕಟೇಶಪ್ಪ ಮತ್ತು ಸಿಬ್ಬಂದಿ ಸಹಕರಿಸಿದರು. bbox=[305, 497, 625, 515]
suddi-label: ಸುದ್ದಿ bbox=[121, 98, 145, 116]
taluk-box-title: ತಾಲೂಕುವಾರು ಹಾಜರಿ ವಿವರ bbox=[307, 537, 412, 550]
kiru-body-text: ಪಟ್ಟಣದ ಶ್ರೀ ಬಾಲಮುರುಗನ್ ದೇವಸ್ಥಾನದಲ್ಲಿ 55ನೇ ವರ್ಷದ ಸಂವತ್ಸರಾಭಿಷೇಕ ಮಹೋತ್ಸವ ವಿಜೃಂಭಣೆಯಿಂದ ನೆರವೇರಿತು. ಬೆಳಗ್ಗೆ ಗೋಪೂಜೆ, ಸ್ವಾಮಿ ವಾಹನ, ಗಣಪತಿ ಪೂಜೆ, ಪುಣ್ಯಾಹ ವಾಚನ, ಪಂಚಗವ್ಯ, ಕಳಸ ಸ್ಥಾಪನೆ 108, ಹೋಮ ಮತ್ತು ಅಭಿಷೇಕ, ಮಹಾ ಮಂಗಳಾರತಿ ನೆರವೇರಿಸಲಾಯಿತು. ಸಂಜೆ ದೇವರಿಗೆ ಅಲಂಕಾರ ಪೂಜೆ, ಹೋಮ, ಪೂರ್ಣಾಹುತಿ, ಮಹಾಮಂಗಳಾರತಿ ನೆರವೇರಿತು. ಭಕ್ತರಿಗೆ ಪ್ರಸಾದ ವಿನಿಯೋಗ ಮಾಡಲಾಯಿತು. ಎಲ್ಲ ಪೂಜಾ ಕೈಂಕರ್ಯಗಳನ್ನು ಬಾಲಮುರುಗನ್ ದೇವಸ್ಥಾನದ ಅರ್ಚಕರು ಮತ್ತು ಮಹಾ ಮೆಚ್ಚಿಕೆಯಾಗಿತ್ತು. bbox=[28, 288, 188, 379]
main-dateline: ಕೋಲಾರ: bbox=[200, 376, 225, 385]
manava-body-2: ಸರ್ಕಾರಿ ಅಧಿಕಾರಿಗಳು, ಜಿಲ್ಲಾಡಳಿತ ಮತ್ತು ಪೊಲೀಸ್ ಇಲಾಖೆಯ ಸಹಕಾರದೊಂದಿಗೆ ಮಾನವ ಹಕ್ಕುಗಳ ಉಲ್ಲಂಘನೆ ಪ್ರಕರಣಗಳ ವಿರುದ್ಧ ಹೋರಾಡಲಾಗುವುದು. ಮಹಿಳೆಯರು ಮತ್ತು ಮಕ್ಕಳ ಮೇಲಿನ ದೌರ್ಜನ್ಯ ತಡೆಗೆ ಜಾಗೃತಿ ಮೂಡಿಸಲಾಗುವುದು ಎಂದು ನೂತನ ಪದಾಧಿಕಾರಿಗಳು ತಿಳಿಸಿದರು. bbox=[736, 970, 872, 1031]
day-label: ಮಂಗಳವಾರ bbox=[30, 40, 71, 51]
top-photo-1-caption: ಕೋಲಾರ ತಾಲೂಕಿನ ವೇಮಗಲ್ ಹೋಬಳಿಯ ಕುರುಗಲ್ ಗ್ರಾಮದಲ್ಲಿ ವೇಮಗಲ್ ಕೈಗಾರಿಕಾ ಪ್ರದೇಶದ ಭೂ ನಿರಾಶ್ರಿತ ರೈತರ ಕ್ಷೇಮಾಭಿವೃದ್ಧಿ ಸಂಘದ ಚಟುವಟಿಕೆಯನ್ನು ಸಂಘದ ಅಧ್ಯಕ್ಷ ಕುರುಗಲ್ ಕೆ.ಎನ್.ಮಂಜುನಾಥ್ ನೇತೃತ್ವದಲ್ಲಿ ಸಭೆ ನಡೆಸಿದರು. bbox=[198, 240, 411, 270]
portrait-1 bbox=[608, 970, 636, 1020]
top-photo-1 bbox=[198, 92, 420, 236]
taluk-box bbox=[305, 532, 630, 628]
samajika-dateline: ಕೋಲಾರ: bbox=[198, 794, 223, 803]
middle-rule bbox=[198, 742, 872, 743]
rail-body-text: ನಗರದ ರೈಲ್ವೆ ಮೇಲ್ಸೇತುವೆ ಮೊಹರ ಕಾಲುವೆ ಬಳಿ ಮತ್ತು ವಿಲ್ಲಾದವರಲ್ಲಿ ವ್ಯಕ್ತಿಯೊಬ್ಬ ಚಲಿಸುತ್ತಿದ್ದ ರೈಲಿಗೆ ಅಡ್ಡಲಾಗಿ ಮಲಗಿ ಆತ್ಮಹತ್ಯೆ ಮಾಡಿಕೊಂಡಿರುವ ಘಟನೆ ನಡೆದಿದೆ. ಮೃತನ ಹೆಸರು ಮತ್ತು ವಿಳಾಸ ಪತ್ತೆಯಾಗಿಲ್ಲ. ಮೃತನ ವಯಸ್ಸು ಸುಮಾರು 30 ವರ್ಷವಾಗಿದ್ದು ಬೂದು ಬಣ್ಣದ ಶರ್ಟ್ ಮತ್ತು ಕಪ್ಪು ಬಣ್ಣದ ಪ್ಯಾಂಟ್ ಧರಿಸಿದ್ದಾನೆ. ಶವವನ್ನು ಸರ್ಕಾರಿ ಆಸ್ಪತ್ರೆಯ ಶವಾಗಾರದಲ್ಲಿ ಇರಿಸಲಾಗಿದೆ. ವಾರಸುದಾರರು ರೈಲ್ವೆ ಪೊಲೀಸರನ್ನು ಸಂಪರ್ಕಿಸಬಹುದು. ದೂರವಾಣಿ ಸಂಖ್ಯೆ 08153255304 ಮತ್ತು 9480802120. bbox=[28, 556, 188, 637]
ekare-quote-6: ಆಗ್ರಹ bbox=[546, 901, 560, 909]
adduri-body bbox=[28, 858, 188, 1078]
hale-dateline: ಬಂಗಾರಪೇಟೆ: bbox=[28, 1160, 62, 1169]
portrait-2 bbox=[640, 970, 668, 1020]
ekare-dateline: ಕೋಲಾರ: bbox=[466, 776, 491, 785]
top-rule-1 bbox=[424, 92, 425, 300]
